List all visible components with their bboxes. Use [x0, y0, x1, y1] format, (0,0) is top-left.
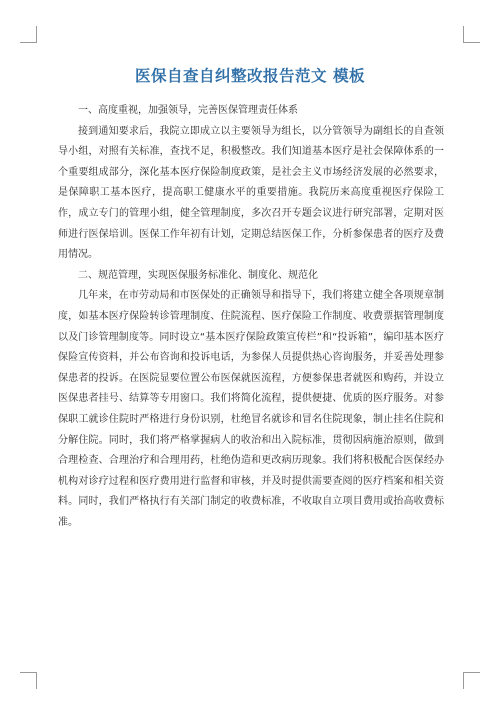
crop-mark-bottom-left — [20, 672, 37, 689]
crop-mark-top-right — [463, 26, 480, 43]
crop-mark-top-left — [20, 26, 37, 43]
body-paragraph-2: 几年来，在市劳动局和市医保处的正确领导和指导下，我们将建立健全各项规章制度，如基本医疗保险转诊管理制度、住院流程、医疗保险工作制度、收费票据管理制度以及门诊管理制度等。同时设立“基本医疗保险政策宣传栏”和“投诉箱”，编印基本医疗保险宣传资料，并公布咨询和投诉电话，为参保人员提供热心咨询服务，并妥善处理参保患者的投诉。在医院显要位置公布医保就医流程，方便参保患者就医和购药，并设立医保患者挂号、结算等专用窗口。我们将简化流程，提供便捷、优质的医疗服务。对参保职工就诊住院时严格进行身份识别，杜绝冒名就诊和冒名住院现象，制止挂名住院和分解住院。同时，我们将严格掌握病人的收治和出入院标准，贯彻因病施治原则，做到合理检查、合理治疗和合理用药，杜绝伪造和更改病历现象。我们将积极配合医保经办机构对诊疗过程和医疗费用进行监督和审核，并及时提供需要查阅的医疗档案和相关资料。同时，我们严格执行有关部门制定的收费标准，不收取自立项目费用或抬高收费标准。 — [58, 290, 444, 528]
section-heading-2: 二、规范管理，实现医保服务标准化、制度化、规范化 — [78, 269, 318, 281]
body-paragraph-1: 接到通知要求后，我院立即成立以主要领导为组长，以分管领导为副组长的自查领导小组，对照有关标准，查找不足，积极整改。我们知道基本医疗是社会保障体系的一个重要组成部分，深化基本医疗保险制度政策，是社会主义市场经济发展的必然要求，是保障职工基本医疗，提高职工健康水平的重要措施。我院历来高度重视医疗保险工作，成立专门的管理小组，健全管理制度，多次召开专题会议进行研究部署，定期对医师进行医保培训。医保工作年初有计划，定期总结医保工作，分析参保患者的医疗及费用情况。 — [58, 125, 444, 261]
document-title: 医保自查自纠整改报告范文 模板 — [135, 67, 365, 85]
crop-mark-bottom-right — [463, 672, 480, 689]
section-heading-1: 一、高度重视，加强领导，完善医保管理责任体系 — [78, 105, 298, 116]
document-body — [58, 101, 444, 533]
